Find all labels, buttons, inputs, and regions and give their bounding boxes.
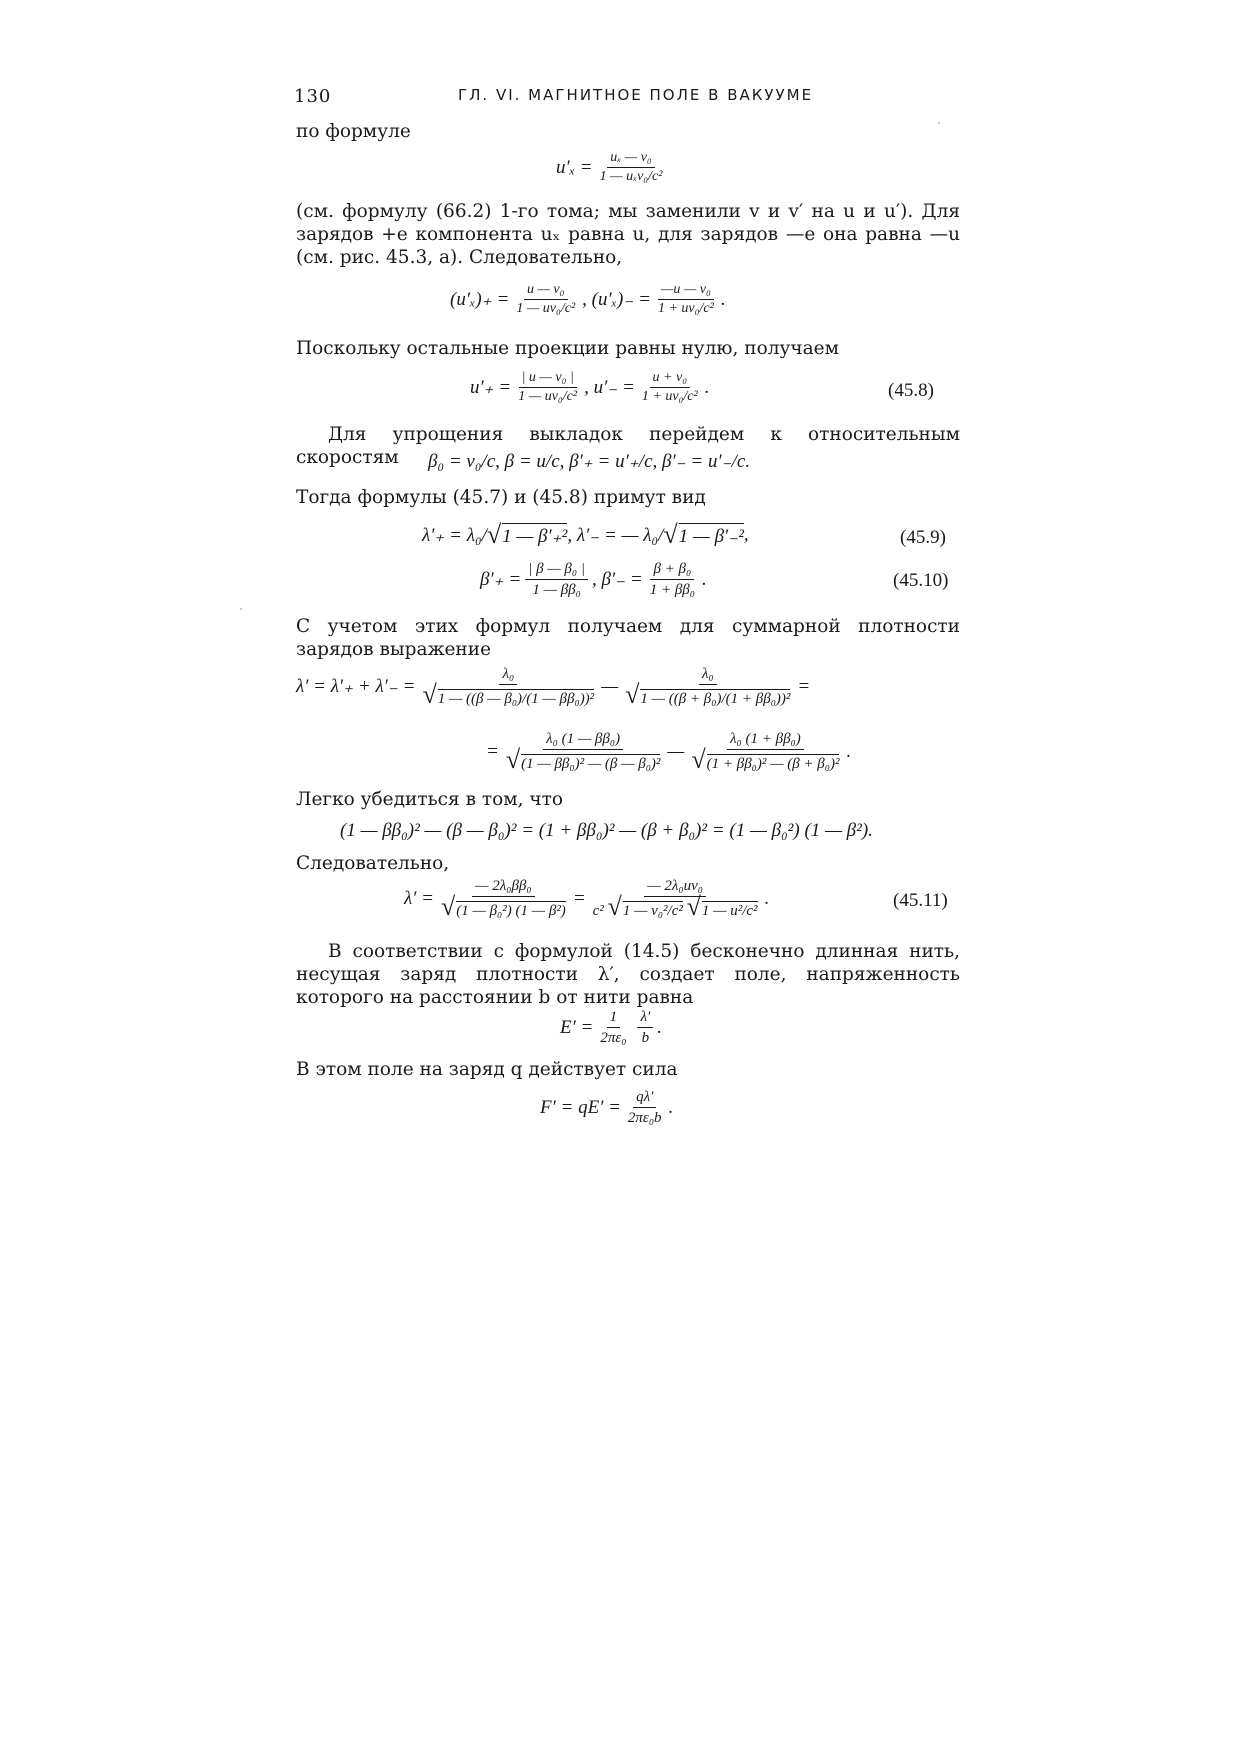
paragraph-projections: Поскольку остальные проекции равны нулю, получаем — [296, 338, 839, 359]
equation-ux — [556, 150, 669, 185]
eq-458-fraction-plus — [515, 370, 580, 405]
eq-E-fraction-1 — [597, 1008, 629, 1047]
eq-uxpm-den-plus: 1 — uv₀/c² — [516, 301, 576, 316]
eq-4511-num-1: — 2λ₀ββ₀ — [472, 877, 534, 897]
scan-speck — [938, 122, 940, 124]
equation-beta-definitions: β₀ = v₀/c, β = u/c, β′₊ = u′₊/c, β′₋ = u′₋/c. — [428, 451, 751, 472]
sqrt-symbol-9: √ — [686, 892, 701, 921]
sqrt-symbol-5: √ — [505, 745, 521, 774]
eq-lambda2-lhs: = — [486, 740, 499, 762]
eq-lambda1-fraction-1 — [419, 665, 597, 708]
eq-lambda2-num-2: λ₀ (1 + ββ₀) — [727, 730, 804, 750]
eq-E-end: . — [657, 1016, 663, 1038]
eq-lambda2-end: . — [846, 740, 852, 762]
eq-4510-lhs-plus: β′₊ = — [480, 569, 522, 590]
eq-ux-numerator: uₓ — v₀ — [607, 150, 655, 168]
eq-4510-lhs-minus: , β′₋ = — [591, 569, 643, 590]
eq-4511-den-2-wrap — [590, 892, 761, 921]
page-number: 130 — [294, 86, 332, 107]
eq-E-num-2: λ′ — [637, 1008, 653, 1028]
eq-lambda2-num-1: λ₀ (1 — ββ₀) — [543, 730, 623, 750]
eq-F-end: . — [668, 1096, 674, 1118]
eq-F-den: 2πε₀b — [627, 1110, 662, 1126]
equation-45-11 — [404, 877, 769, 920]
paragraph-relative-velocities: Для упрощения выкладок перейдем к относительным скоростям — [296, 424, 960, 468]
eq-uxpm-fraction-plus — [513, 282, 578, 317]
eq-lambda1-lhs: λ′ = λ′₊ + λ′₋ = — [296, 676, 416, 697]
sqrt-symbol-4: √ — [625, 680, 640, 709]
equation-number-45-11: (45.11) — [893, 890, 948, 911]
eq-lambda1-fraction-2 — [622, 665, 793, 708]
eq-458-lhs-plus: u′₊ = — [470, 377, 512, 398]
eq-4511-fraction-2 — [590, 877, 761, 920]
eq-lambda1-den-2-wrap — [622, 680, 793, 709]
eq-uxpm-num-minus: —u — v₀ — [658, 282, 714, 300]
eq-4510-num-minus: β + β₀ — [650, 560, 694, 580]
eq-459-part-b: , λ′₋ = — λ₀/ — [567, 524, 664, 546]
paragraph-substitution: (см. формулу (66.2) 1-го тома; мы заменили v и v′ на u и u′). Для зарядов +e компонента uₓ равна u, для зарядов —e она равна —u (см. рис. 45.3, a). Следовательно, — [296, 201, 960, 268]
eq-458-fraction-minus — [639, 370, 701, 405]
eq-lambda1-num-1: λ₀ — [499, 665, 517, 685]
paragraph-therefore: Следовательно, — [296, 853, 450, 874]
eq-uxpm-end: . — [720, 288, 726, 310]
eq-459-radicand-1: 1 — β′₊² — [502, 523, 567, 548]
eq-ux-fraction — [597, 150, 666, 185]
sqrt-symbol-1: √ — [486, 520, 502, 549]
eq-lambda2-fraction-1 — [503, 730, 664, 773]
eq-lambda1-den-1-wrap — [419, 680, 597, 709]
eq-lambda1-end: = — [797, 675, 811, 697]
running-title: ГЛ. VI. МАГНИТНОЕ ПОЛЕ В ВАКУУМЕ — [458, 86, 814, 104]
eq-459-part-c: , — [743, 524, 749, 545]
sqrt-symbol-2: √ — [663, 520, 678, 549]
eq-lambda1-den-1: 1 — ((β — β₀)/(1 — ββ₀))² — [437, 691, 595, 707]
eq-458-den-minus: 1 + uv₀/c² — [641, 389, 698, 404]
eq-lambda2-minus: — — [667, 740, 685, 762]
eq-4510-num-plus: | β — β₀ | — [525, 560, 588, 580]
eq-lambda1-minus: — — [601, 675, 619, 697]
equation-number-45-8: (45.8) — [888, 380, 934, 401]
equation-lambda-line2 — [486, 730, 851, 773]
sqrt-symbol-3: √ — [422, 680, 437, 709]
eq-lambda1-den-2: 1 — ((β + β₀)/(1 + ββ₀))² — [640, 691, 791, 707]
eq-4511-end: . — [764, 887, 770, 909]
eq-lambda2-den-2-wrap — [688, 745, 842, 774]
sqrt-symbol-7: √ — [440, 892, 456, 921]
eq-uxpm-lhs-minus: , (u′ₓ)₋ = — [582, 289, 651, 310]
eq-E-den-1: 2πε₀ — [600, 1030, 627, 1046]
sqrt-symbol-6: √ — [691, 745, 706, 774]
equation-45-8 — [470, 370, 709, 405]
equation-identity: (1 — ββ₀)² — (β — β₀)² = (1 + ββ₀)² — (β + β₀)² = (1 — β₀²) (1 — β²). — [340, 820, 873, 841]
eq-4510-den-minus: 1 + ββ₀ — [649, 582, 695, 598]
equation-45-9 — [422, 520, 749, 550]
eq-lambda2-den-1: (1 — ββ₀)² — (β — β₀)² — [521, 756, 661, 772]
equation-number-45-10: (45.10) — [893, 570, 949, 591]
equation-45-10 — [480, 560, 707, 599]
paragraph-formulas-become: Тогда формулы (45.7) и (45.8) примут вид — [296, 487, 706, 508]
eq-E-den-2: b — [641, 1030, 650, 1046]
eq-459-radicand-2: 1 — β′₋² — [679, 523, 744, 548]
eq-lambda1-num-2: λ₀ — [699, 665, 717, 685]
eq-F-num: qλ′ — [633, 1088, 656, 1108]
equation-ux-plus-minus — [450, 282, 726, 317]
eq-4510-fraction-plus — [525, 560, 588, 599]
eq-458-num-plus: | u — v₀ | — [519, 370, 577, 388]
eq-lambda2-den-2: (1 + ββ₀)² — (β + β₀)² — [706, 756, 840, 772]
eq-F-lhs: F′ = qE′ = — [540, 1096, 621, 1118]
eq-uxpm-den-minus: 1 + uv₀/c² — [657, 301, 714, 316]
paragraph-easy-to-verify: Легко убедиться в том, что — [296, 789, 563, 810]
eq-458-num-minus: u + v₀ — [650, 370, 691, 388]
eq-4511-den-1-wrap — [438, 892, 569, 921]
eq-ux-lhs: u′ₓ = — [556, 156, 593, 178]
eq-4511-den-2a: c² — [592, 903, 604, 919]
equation-force-F — [540, 1088, 673, 1127]
sqrt-symbol-8: √ — [607, 892, 622, 921]
eq-4511-lhs: λ′ = — [404, 887, 434, 909]
paragraph-intro: по формуле — [296, 121, 411, 142]
eq-uxpm-fraction-minus — [655, 282, 717, 317]
eq-E-lhs: E′ = — [560, 1016, 594, 1038]
scan-speck — [240, 608, 242, 610]
eq-ux-denominator: 1 — uₓv₀/c² — [599, 169, 663, 184]
eq-E-fraction-2 — [637, 1008, 653, 1047]
equation-number-45-9: (45.9) — [900, 527, 946, 548]
eq-uxpm-num-plus: u — v₀ — [524, 282, 568, 300]
eq-4510-den-plus: 1 — ββ₀ — [532, 582, 581, 598]
eq-4511-fraction-1 — [438, 877, 569, 920]
equation-lambda-line1 — [296, 665, 810, 708]
eq-4511-den-2c: 1 — u²/c² — [701, 903, 758, 919]
eq-lambda2-den-1-wrap — [503, 745, 664, 774]
eq-4511-den-2b: 1 — v₀²/c² — [622, 903, 683, 919]
paragraph-force: В этом поле на заряд q действует сила — [296, 1059, 678, 1080]
eq-4511-den-1: (1 — β₀²) (1 — β²) — [456, 903, 566, 919]
eq-uxpm-lhs-plus: (u′ₓ)₊ = — [450, 289, 510, 310]
eq-4511-num-2: — 2λ₀uv₀ — [644, 877, 706, 897]
eq-458-end: . — [704, 376, 710, 398]
eq-E-num-1: 1 — [607, 1008, 621, 1028]
eq-458-lhs-minus: , u′₋ = — [584, 377, 635, 398]
paragraph-total-density: С учетом этих формул получаем для суммарной плотности зарядов выражение — [296, 616, 960, 660]
eq-459-part-a: λ′₊ = λ₀/ — [422, 524, 487, 546]
paragraph-infinite-thread: В соответствии с формулой (14.5) бесконечно длинная нить, несущая заряд плотности λ′, создает поле, напряженность которого на расстоянии b от нити равна — [296, 941, 960, 1008]
eq-F-fraction — [625, 1088, 665, 1127]
eq-458-den-plus: 1 — uv₀/c² — [518, 389, 578, 404]
eq-4511-equals: = — [572, 887, 586, 909]
equation-field-E — [560, 1008, 662, 1047]
eq-4510-fraction-minus — [647, 560, 698, 599]
eq-4510-end: . — [702, 568, 707, 590]
eq-lambda2-fraction-2 — [688, 730, 842, 773]
